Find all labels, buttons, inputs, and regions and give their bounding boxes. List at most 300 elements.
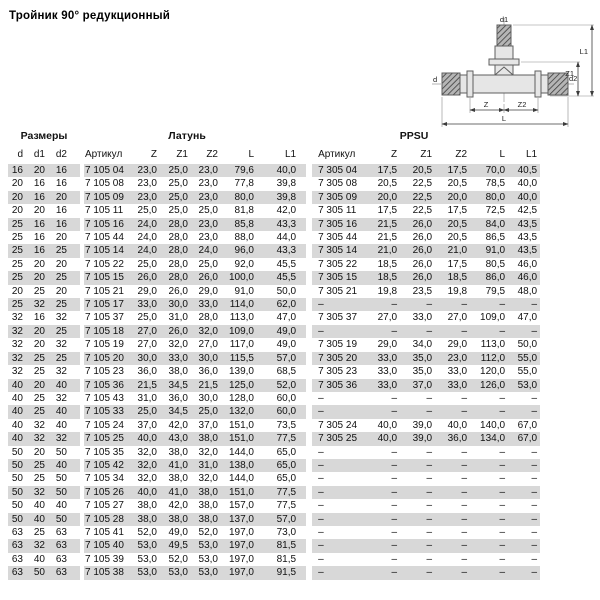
value-cell: 92,0	[234, 258, 254, 270]
value-cell: –	[400, 459, 435, 472]
value-cell: 52,0	[168, 553, 188, 565]
value-cell: –	[461, 473, 468, 485]
value-cell: 35,0	[400, 352, 435, 365]
table-row	[8, 177, 540, 190]
value-cell: 109,0	[480, 312, 506, 324]
article-cell: –	[318, 473, 324, 485]
table-body	[8, 164, 540, 580]
article-cell: 7 105 43	[85, 392, 124, 404]
article-cell: –	[312, 539, 366, 552]
article-cell: 7 305 19	[318, 339, 358, 351]
value-cell: 20	[30, 271, 52, 284]
value-cell: –	[426, 526, 433, 538]
value-cell: 20,0	[366, 191, 400, 204]
value-cell: 151,0	[228, 419, 254, 431]
value-cell: 22,5	[412, 178, 433, 190]
value-cell: 60,0	[276, 392, 297, 404]
value-cell: 31,0	[137, 392, 157, 404]
value-cell: –	[426, 553, 433, 565]
col-header-brass-z1: Z1	[176, 149, 188, 160]
value-cell: 26,0	[132, 271, 160, 284]
value-cell: 32	[55, 312, 67, 324]
value-cell: –	[461, 553, 468, 565]
value-cell: 32	[30, 486, 52, 499]
value-cell: –	[426, 500, 433, 512]
value-cell: –	[470, 566, 508, 579]
value-cell: 38,0	[191, 432, 221, 445]
value-cell: –	[508, 566, 540, 579]
value-cell: 33,0	[160, 352, 191, 365]
value-cell: 20,5	[377, 178, 398, 190]
value-cell: 50	[55, 473, 67, 485]
table-row	[8, 365, 540, 378]
article-cell: 7 105 44	[85, 232, 124, 244]
value-cell: –	[400, 513, 435, 526]
value-cell: 23,0	[191, 218, 221, 231]
value-cell: 17,5	[447, 258, 468, 270]
value-cell: 20,5	[400, 164, 435, 177]
value-cell: 63	[8, 539, 30, 552]
article-cell: 7 305 25	[312, 432, 366, 445]
value-cell: 140,0	[480, 419, 506, 431]
table-row	[8, 231, 540, 244]
value-cell: 33,0	[366, 379, 400, 392]
value-cell: 25	[33, 392, 45, 404]
value-cell: 53,0	[191, 566, 221, 579]
value-cell: 16	[55, 205, 67, 217]
article-cell: 7 105 40	[84, 539, 132, 552]
article-cell: –	[312, 325, 366, 338]
value-cell: 39,8	[276, 178, 297, 190]
value-cell: 50	[52, 486, 80, 499]
table-row	[8, 566, 540, 579]
article-cell: –	[318, 392, 324, 404]
value-cell: 49,0	[257, 325, 306, 338]
value-cell: 34,5	[160, 405, 191, 418]
value-cell: 29,0	[447, 339, 468, 351]
value-cell: 120,0	[480, 366, 506, 378]
value-cell: 32	[11, 366, 23, 378]
article-cell: 7 305 20	[312, 352, 366, 365]
article-cell: 7 105 42	[84, 459, 132, 472]
value-cell: –	[366, 459, 400, 472]
value-cell: 38,0	[137, 500, 157, 512]
value-cell: 42,0	[168, 500, 188, 512]
value-cell: 27,0	[198, 339, 218, 351]
value-cell: 38,0	[191, 486, 221, 499]
col-header-d2: d2	[55, 149, 67, 160]
value-cell: 63	[8, 566, 30, 579]
value-cell: 24,0	[132, 218, 160, 231]
value-cell: 81,5	[257, 539, 306, 552]
value-cell: –	[435, 566, 470, 579]
value-cell: 60,0	[257, 405, 306, 418]
value-cell: 20	[33, 446, 45, 458]
table-row	[8, 526, 540, 539]
diagram-label-l: L	[501, 114, 507, 123]
article-cell: 7 305 23	[318, 366, 358, 378]
value-cell: 20	[11, 205, 23, 217]
value-cell: 27,0	[137, 339, 157, 351]
article-cell: –	[312, 486, 366, 499]
value-cell: 23,0	[435, 352, 470, 365]
value-cell: 20	[8, 191, 30, 204]
value-cell: –	[400, 566, 435, 579]
value-cell: 32,0	[191, 325, 221, 338]
value-cell: –	[508, 539, 540, 552]
article-cell: –	[318, 500, 324, 512]
value-cell: 40,0	[132, 432, 160, 445]
value-cell: 25	[8, 244, 30, 257]
group-header-ppsu: PPSU	[399, 130, 429, 142]
value-cell: 85,8	[221, 218, 257, 231]
article-cell: 7 105 35	[85, 446, 124, 458]
value-cell: 21,0	[366, 244, 400, 257]
value-cell: 50	[8, 513, 30, 526]
value-cell: –	[435, 539, 470, 552]
table-row	[8, 499, 540, 512]
value-cell: 25	[30, 405, 52, 418]
value-cell: 38,0	[132, 513, 160, 526]
value-cell: 38,0	[168, 446, 188, 458]
value-cell: 20	[33, 339, 45, 351]
table-row	[8, 379, 540, 392]
value-cell: 25	[52, 325, 80, 338]
column-header-row	[8, 146, 540, 164]
value-cell: 25	[11, 258, 23, 270]
value-cell: 33,0	[191, 298, 221, 311]
value-cell: 18,5	[435, 271, 470, 284]
value-cell: –	[470, 298, 508, 311]
article-cell: 7 105 26	[84, 486, 132, 499]
value-cell: 24,0	[137, 232, 157, 244]
table-row	[8, 204, 540, 217]
value-cell: 126,0	[470, 379, 508, 392]
value-cell: 114,0	[221, 298, 257, 311]
value-cell: 34,5	[160, 379, 191, 392]
value-cell: 50	[11, 500, 23, 512]
article-cell: –	[312, 298, 366, 311]
value-cell: –	[366, 405, 400, 418]
value-cell: 25,0	[137, 205, 157, 217]
value-cell: 50	[52, 513, 80, 526]
value-cell: 42,0	[168, 419, 188, 431]
group-header-brass: Латунь	[168, 130, 206, 142]
value-cell: –	[366, 566, 400, 579]
value-cell: –	[461, 526, 468, 538]
value-cell: 157,0	[228, 500, 254, 512]
value-cell: 22,5	[400, 191, 435, 204]
value-cell: 27,0	[132, 325, 160, 338]
article-cell: 7 105 04	[84, 164, 132, 177]
table-row	[8, 392, 540, 405]
branch-collar	[489, 59, 519, 65]
value-cell: –	[508, 486, 540, 499]
value-cell: –	[435, 298, 470, 311]
value-cell: 117,0	[229, 339, 254, 351]
article-cell: 7 305 36	[312, 379, 366, 392]
value-cell: 81,8	[234, 205, 254, 217]
article-cell: 7 305 24	[318, 419, 358, 431]
article-cell: 7 105 36	[84, 379, 132, 392]
value-cell: 50	[8, 459, 30, 472]
value-cell: 32	[8, 352, 30, 365]
value-cell: 80,5	[485, 258, 506, 270]
value-cell: 67,0	[508, 432, 540, 445]
value-cell: 20,5	[435, 218, 470, 231]
value-cell: 65,0	[276, 446, 297, 458]
value-cell: 32,0	[198, 473, 218, 485]
value-cell: –	[508, 298, 540, 311]
value-cell: 55,0	[508, 352, 540, 365]
value-cell: 25,0	[160, 164, 191, 177]
col-header-ppsu-z2: Z2	[455, 149, 468, 160]
value-cell: 50	[55, 446, 67, 458]
value-cell: 32	[30, 298, 52, 311]
value-cell: 19,8	[377, 285, 398, 297]
value-cell: –	[508, 405, 540, 418]
value-cell: –	[470, 486, 508, 499]
value-cell: 65,0	[257, 459, 306, 472]
value-cell: 25,0	[160, 191, 191, 204]
value-cell: 16	[30, 218, 52, 231]
value-cell: 24,0	[132, 244, 160, 257]
value-cell: –	[508, 513, 540, 526]
value-cell: 28,0	[168, 258, 188, 270]
value-cell: 18,5	[366, 271, 400, 284]
value-cell: 25	[30, 352, 52, 365]
value-cell: 40	[52, 379, 80, 392]
value-cell: 20	[52, 191, 80, 204]
article-cell: 7 105 08	[85, 178, 124, 190]
table-row	[8, 298, 540, 311]
value-cell: 21,5	[377, 232, 398, 244]
article-cell: 7 105 21	[85, 285, 124, 297]
value-cell: 138,0	[221, 459, 257, 472]
value-cell: –	[426, 473, 433, 485]
value-cell: 40	[11, 392, 23, 404]
value-cell: 57,0	[257, 352, 306, 365]
value-cell: 197,0	[221, 566, 257, 579]
value-cell: 38,0	[168, 473, 188, 485]
value-cell: 40,0	[377, 419, 398, 431]
value-cell: 23,0	[137, 178, 157, 190]
value-cell: 40	[33, 500, 45, 512]
value-cell: 50	[8, 486, 30, 499]
value-cell: 25	[33, 526, 45, 538]
table-row	[8, 513, 540, 526]
value-cell: 38,0	[191, 513, 221, 526]
value-cell: 45,5	[276, 258, 297, 270]
col-header-ppsu-l1: L1	[525, 149, 538, 160]
article-cell: 7 105 24	[85, 419, 124, 431]
value-cell: 113,0	[480, 339, 506, 351]
col-header-d1: d1	[33, 149, 45, 160]
value-cell: 151,0	[221, 432, 257, 445]
value-cell: –	[400, 539, 435, 552]
value-cell: –	[470, 513, 508, 526]
value-cell: 25,0	[168, 178, 188, 190]
value-cell: 20	[33, 258, 45, 270]
value-cell: 18,5	[377, 258, 398, 270]
value-cell: 17,5	[377, 205, 398, 217]
value-cell: –	[400, 405, 435, 418]
value-cell: 25	[33, 473, 45, 485]
value-cell: 197,0	[228, 553, 254, 565]
article-cell: 7 105 28	[84, 513, 132, 526]
article-cell: 7 305 37	[318, 312, 358, 324]
value-cell: 37,0	[198, 419, 218, 431]
article-cell: –	[312, 566, 366, 579]
value-cell: 36,0	[435, 432, 470, 445]
value-cell: 43,5	[508, 218, 540, 231]
value-cell: 49,5	[160, 539, 191, 552]
value-cell: 50,0	[517, 339, 538, 351]
table-row	[8, 553, 540, 566]
table-row	[8, 285, 540, 298]
diagram-label-z: Z	[483, 100, 489, 109]
value-cell: 63	[52, 566, 80, 579]
value-cell: 24,0	[191, 244, 221, 257]
value-cell: 30,0	[198, 392, 218, 404]
diagram-label-l1: L1	[579, 47, 588, 56]
value-cell: 25,0	[137, 258, 157, 270]
value-cell: –	[461, 446, 468, 458]
value-cell: 32	[8, 325, 30, 338]
value-cell: 86,0	[470, 271, 508, 284]
value-cell: –	[391, 526, 398, 538]
value-cell: –	[499, 526, 506, 538]
value-cell: 53,0	[198, 553, 218, 565]
diagram-label-d2: d2	[569, 74, 578, 83]
value-cell: 40,0	[366, 432, 400, 445]
value-cell: 68,5	[276, 366, 297, 378]
value-cell: –	[470, 459, 508, 472]
value-cell: 31,0	[191, 459, 221, 472]
value-cell: 37,0	[400, 379, 435, 392]
value-cell: 16	[8, 164, 30, 177]
value-cell: 38,0	[160, 513, 191, 526]
value-cell: 25,0	[137, 312, 157, 324]
value-cell: 25	[33, 366, 45, 378]
value-cell: 40,0	[508, 191, 540, 204]
left-flange	[467, 71, 473, 97]
value-cell: 25,0	[132, 405, 160, 418]
value-cell: 134,0	[470, 432, 508, 445]
value-cell: 33,0	[377, 366, 398, 378]
table-row	[8, 271, 540, 284]
value-cell: 52,0	[257, 379, 306, 392]
value-cell: –	[391, 500, 398, 512]
value-cell: 28,0	[168, 232, 188, 244]
value-cell: 33,0	[412, 312, 433, 324]
value-cell: 91,5	[257, 566, 306, 579]
value-cell: 17,5	[447, 205, 468, 217]
value-cell: 35,0	[412, 366, 433, 378]
col-header-ppsu-z1: Z1	[420, 149, 433, 160]
value-cell: 46,0	[508, 271, 540, 284]
value-cell: 17,5	[435, 164, 470, 177]
value-cell: 23,0	[132, 191, 160, 204]
diagram-label-z2: Z2	[517, 100, 527, 109]
value-cell: 38,0	[198, 500, 218, 512]
col-header-brass-l1: L1	[284, 149, 297, 160]
value-cell: 63	[11, 526, 23, 538]
value-cell: 36,0	[137, 366, 157, 378]
value-cell: –	[391, 553, 398, 565]
value-cell: 20	[30, 379, 52, 392]
value-cell: 197,0	[221, 539, 257, 552]
value-cell: 144,0	[228, 473, 254, 485]
value-cell: –	[435, 405, 470, 418]
value-cell: 139,0	[228, 366, 254, 378]
value-cell: 22,5	[412, 205, 433, 217]
value-cell: 53,0	[137, 553, 157, 565]
value-cell: 32	[55, 366, 67, 378]
value-cell: 31,0	[168, 312, 188, 324]
value-cell: 32,0	[132, 459, 160, 472]
value-cell: 20	[30, 164, 52, 177]
value-cell: 20,5	[447, 232, 468, 244]
value-cell: –	[499, 553, 506, 565]
value-cell: 33,0	[132, 298, 160, 311]
value-cell: 80,0	[470, 191, 508, 204]
value-cell: 26,0	[400, 244, 435, 257]
article-cell: 7 105 27	[85, 500, 124, 512]
value-cell: 45,5	[257, 271, 306, 284]
value-cell: 23,0	[132, 164, 160, 177]
value-cell: 25	[52, 244, 80, 257]
value-cell: –	[470, 539, 508, 552]
value-cell: 86,5	[485, 232, 506, 244]
value-cell: 46,0	[517, 258, 538, 270]
value-cell: 21,0	[435, 244, 470, 257]
table-row	[8, 472, 540, 485]
value-cell: 25	[8, 271, 30, 284]
article-cell: 7 105 34	[85, 473, 124, 485]
value-cell: 84,0	[470, 218, 508, 231]
value-cell: 23,0	[191, 164, 221, 177]
value-cell: 91,0	[234, 285, 254, 297]
value-cell: 77,5	[276, 500, 297, 512]
value-cell: 49,0	[168, 526, 188, 538]
value-cell: 33,0	[435, 379, 470, 392]
value-cell: 20	[11, 285, 23, 297]
value-cell: 109,0	[221, 325, 257, 338]
article-cell: 7 305 14	[312, 244, 366, 257]
group-header-row	[8, 126, 540, 146]
value-cell: 100,0	[221, 271, 257, 284]
article-cell: 7 305 09	[312, 191, 366, 204]
value-cell: 53,0	[191, 539, 221, 552]
value-cell: 29,0	[377, 339, 398, 351]
value-cell: 77,5	[257, 432, 306, 445]
value-cell: 72,5	[485, 205, 506, 217]
value-cell: 50,0	[276, 285, 297, 297]
value-cell: –	[391, 473, 398, 485]
value-cell: 28,0	[198, 312, 218, 324]
left-thread	[442, 73, 460, 95]
col-header-brass-l: L	[248, 149, 254, 160]
table-row	[8, 311, 540, 324]
article-cell: 7 105 41	[85, 526, 124, 538]
value-cell: 40	[8, 405, 30, 418]
branch-thread	[497, 25, 511, 46]
value-cell: –	[435, 486, 470, 499]
table-row	[8, 244, 540, 257]
value-cell: 25,0	[198, 258, 218, 270]
value-cell: 42,0	[276, 205, 297, 217]
